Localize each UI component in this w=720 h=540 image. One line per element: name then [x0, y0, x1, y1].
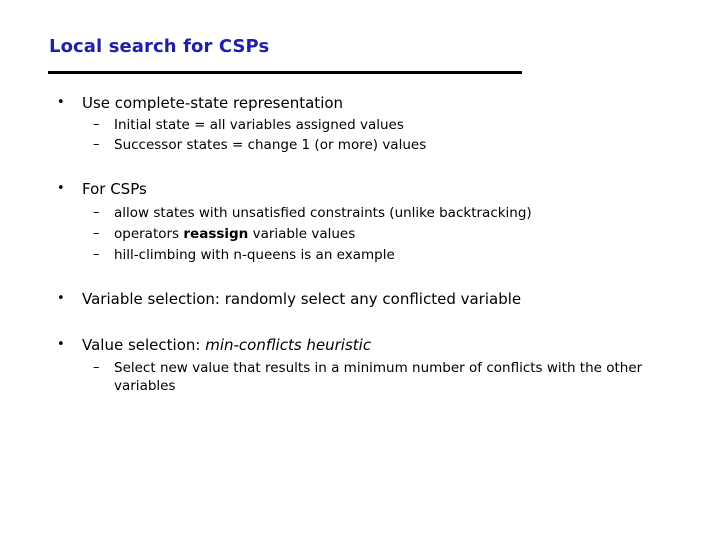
- sub-marker: –: [93, 117, 100, 132]
- sub-text: [114, 225, 674, 243]
- bullet-marker: •: [57, 337, 65, 352]
- sub-text-bold: reassign: [183, 226, 249, 242]
- bullet-text-pre: Value selection:: [82, 336, 206, 354]
- sub-text: hill-climbing with n-queens is an example: [114, 247, 395, 263]
- title-underline: [48, 71, 522, 74]
- bullet-marker: •: [57, 181, 65, 196]
- bullet-text: For CSPs: [82, 180, 147, 198]
- sub-marker: –: [93, 226, 100, 241]
- sub-text-pre: operators: [114, 226, 184, 242]
- sub-marker: –: [93, 247, 100, 262]
- bullet-text: Use complete-state representation: [82, 94, 344, 112]
- bullet-text: [82, 335, 371, 355]
- sub-text: allow states with unsatisfied constraints (unlike backtracking): [114, 205, 532, 221]
- sub-text: Successor states = change 1 (or more) values: [114, 137, 427, 153]
- sub-text: Select new value that results in a minimum number of conflicts with the other variables: [114, 360, 643, 394]
- sub-marker: –: [93, 137, 100, 152]
- sub-text: Initial state = all variables assigned values: [114, 117, 404, 133]
- bullet-text: Variable selection: randomly select any conflicted variable: [82, 290, 522, 308]
- bullet-marker: •: [57, 95, 65, 110]
- sub-marker: –: [93, 205, 100, 220]
- bullet-marker: •: [57, 291, 65, 306]
- sub-text-post: variable values: [248, 226, 356, 242]
- bullet-text-italic: min-conflicts heuristic: [205, 336, 372, 354]
- sub-marker: –: [93, 360, 100, 375]
- slide-title: Local search for CSPs: [49, 36, 270, 57]
